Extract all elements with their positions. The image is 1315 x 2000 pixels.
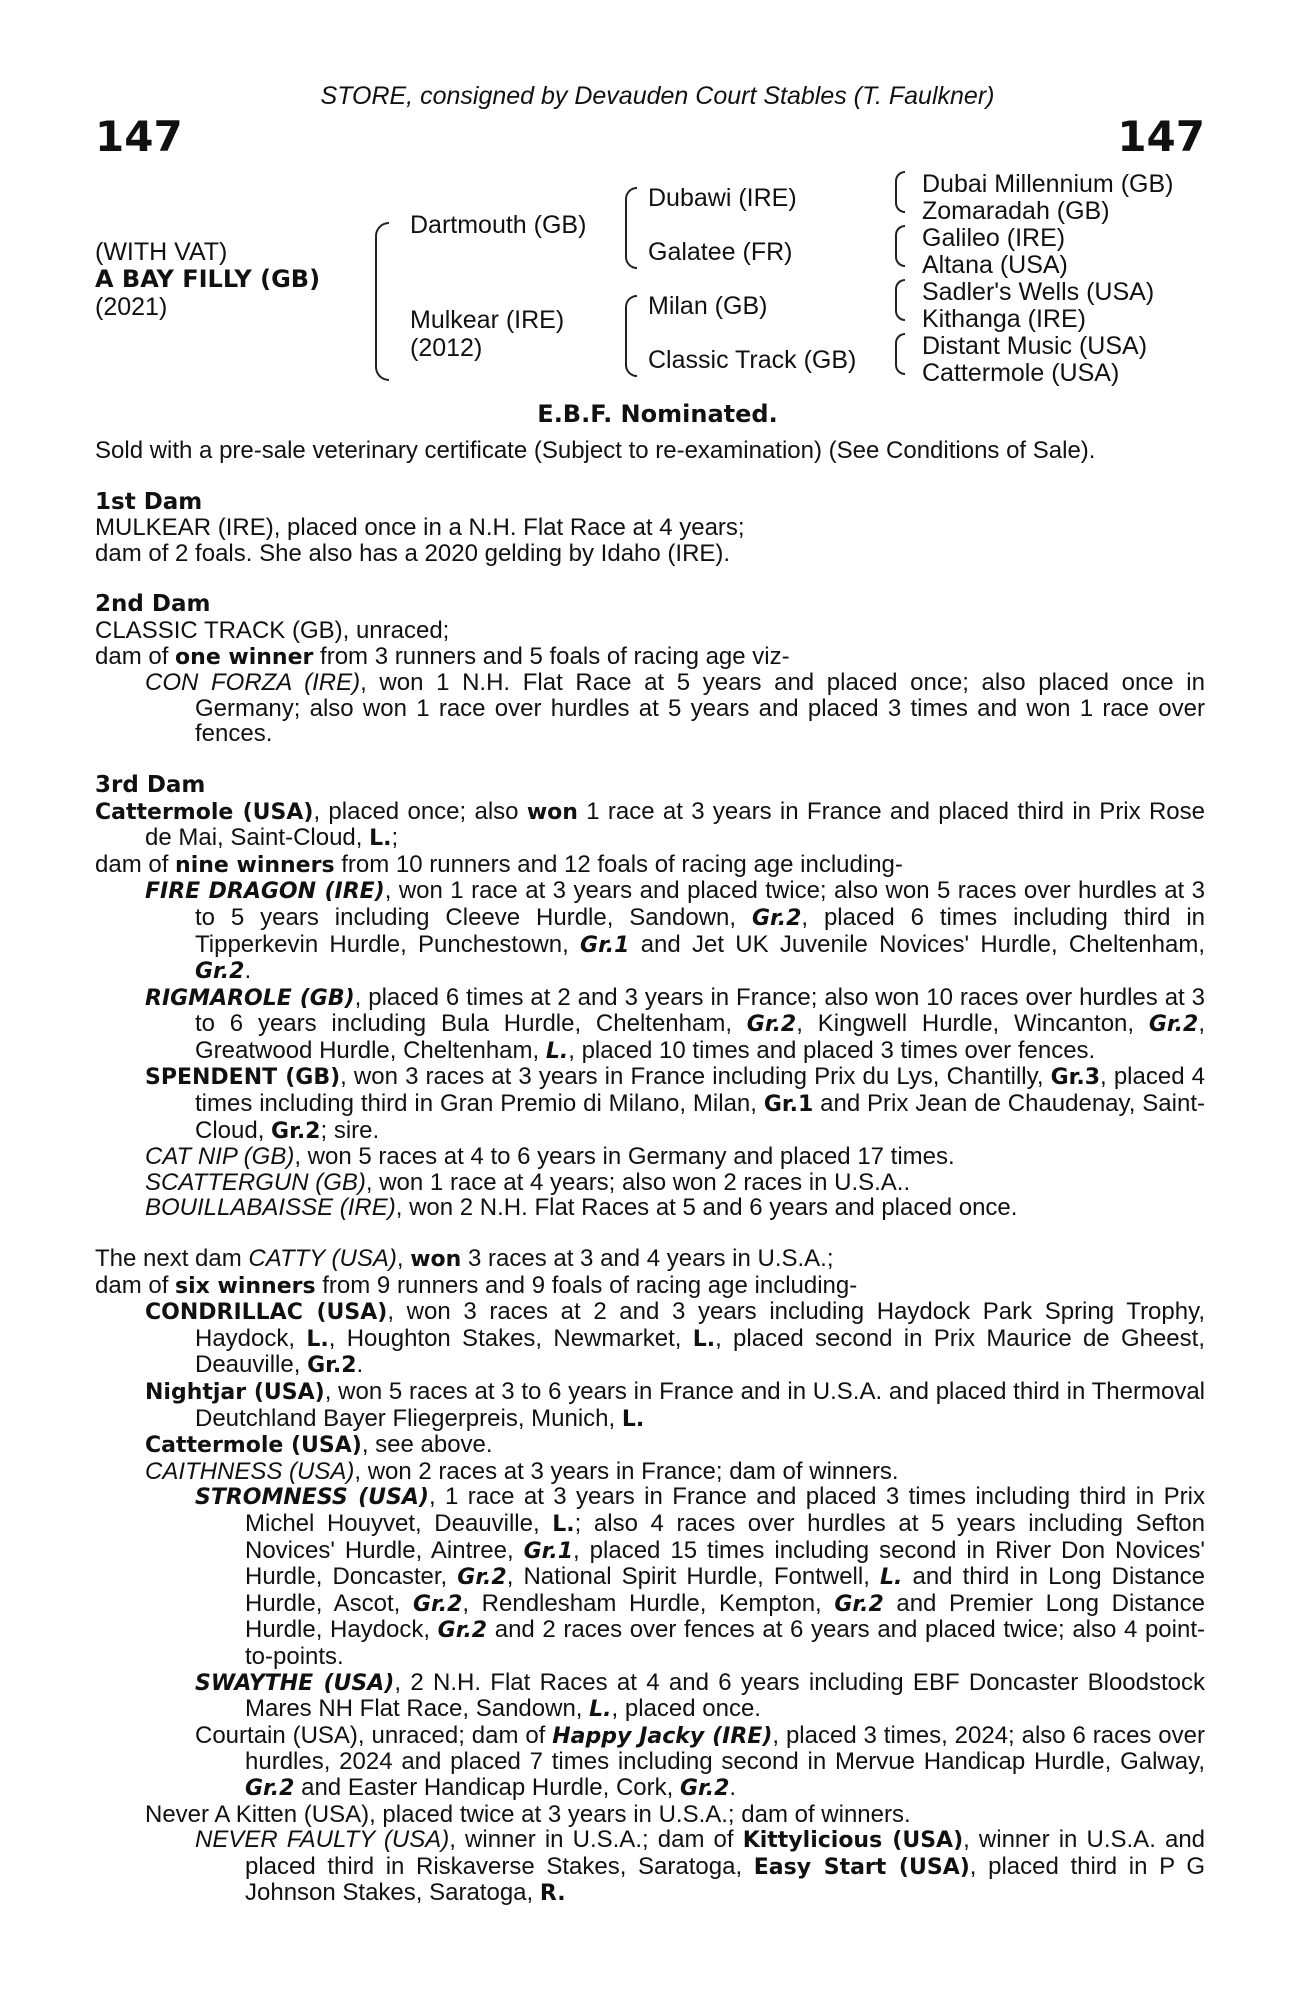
text-run: , placed 10 times and placed 3 times over fences. bbox=[568, 1036, 1096, 1064]
listed-badge: L. bbox=[545, 1038, 569, 1064]
listed-badge: L. bbox=[369, 826, 392, 852]
pedigree-brace-sire bbox=[625, 187, 637, 269]
pedigree-g3-6: Kithanga (IRE) bbox=[922, 305, 1086, 333]
text-run: , Greatwood Hurdle, Cheltenham, bbox=[195, 1010, 1205, 1064]
produce-entry bbox=[145, 1379, 1205, 1432]
produce-entry bbox=[145, 1459, 1205, 1485]
grade-badge: Gr.2 bbox=[457, 1565, 507, 1591]
pedigree-brace-g1 bbox=[895, 171, 905, 213]
text-run: , Kingwell Hurdle, Wincanton, bbox=[796, 1010, 1149, 1038]
grade-badge: Gr.2 bbox=[834, 1591, 884, 1617]
listed-badge: L. bbox=[621, 1406, 645, 1432]
produce-name: CAT NIP (GB) bbox=[145, 1143, 295, 1171]
third-dam-heading-text: 3rd Dam bbox=[95, 771, 206, 798]
text-run: , placed 3 times, 2024; also 6 races over hurdles, 2024 and placed 7 times including second in Mervue Handicap Hurdle, Galway, bbox=[245, 1721, 1205, 1776]
text-run: , won 1 N.H. Flat Race at 5 years and placed once; also placed once in Germany; also won 1 race over hurdles at 5 years and placed 3 times and won 1 race over fences. bbox=[195, 669, 1205, 748]
pedigree-brace-main bbox=[375, 222, 389, 381]
text-run: , won 2 races at 3 years in France; dam of winners. bbox=[354, 1457, 899, 1485]
pedigree-dam-year: (2012) bbox=[410, 334, 483, 362]
pedigree-brace-g3 bbox=[895, 279, 905, 321]
produce-name: CON FORZA (IRE) bbox=[145, 669, 361, 697]
text-run: , placed 6 times including third in Tipperkevin Hurdle, Punchestown, bbox=[195, 903, 1206, 958]
lot-number-left: 147 bbox=[95, 112, 183, 161]
vat-note: (WITH VAT) bbox=[95, 238, 228, 266]
text-run: , placed once; also bbox=[313, 797, 527, 825]
pedigree-g3-7: Distant Music (USA) bbox=[922, 332, 1148, 360]
pedigree-sire-sire: Dubawi (IRE) bbox=[648, 184, 797, 212]
grade-badge: Gr.2 bbox=[751, 905, 802, 931]
text-run: , 1 race at 3 years in France and placed 3 times including third in Prix Michel Houyvet, Deauville, bbox=[245, 1483, 1205, 1537]
ebf-nominated: E.B.F. Nominated. bbox=[537, 400, 778, 428]
text-run: , placed third in P G Johnson Stakes, Saratoga, bbox=[245, 1852, 1206, 1907]
grade-badge: Gr.2 bbox=[437, 1618, 488, 1644]
produce-entry bbox=[145, 1064, 1205, 1144]
consignor-line: STORE, consigned by Devauden Court Stables (T. Faulkner) bbox=[320, 82, 995, 110]
grade-badge: Gr.2 bbox=[245, 1775, 295, 1801]
listed-badge: L. bbox=[692, 1326, 716, 1352]
listed-badge: L. bbox=[552, 1511, 575, 1537]
restricted-badge: R. bbox=[539, 1881, 566, 1907]
text-run: ; bbox=[391, 824, 399, 852]
text-run: ; also 4 races over hurdles at 5 years including Sefton Novices' Hurdle, Aintree, bbox=[245, 1509, 1206, 1564]
winners-count: nine winners bbox=[175, 852, 335, 878]
winners-count: one winner bbox=[175, 644, 314, 670]
listed-badge: L. bbox=[306, 1326, 329, 1352]
text-run: , won 1 race at 4 years; also won 2 races in U.S.A.. bbox=[365, 1168, 911, 1196]
pedigree-dam-sire: Milan (GB) bbox=[648, 292, 768, 320]
text-run: Courtain (USA), unraced; dam of bbox=[195, 1721, 553, 1749]
text-run: . bbox=[729, 1773, 737, 1801]
text-run: , winner in U.S.A.; dam of bbox=[449, 1826, 743, 1854]
text-run: and Prix Jean de Chaudenay, Saint-Cloud, bbox=[195, 1090, 1205, 1144]
produce-name: FIRE DRAGON (IRE) bbox=[145, 879, 385, 905]
produce-entry bbox=[145, 1170, 1205, 1196]
produce-entry bbox=[195, 1670, 1205, 1723]
produce-entry bbox=[195, 1827, 1205, 1907]
winners-count: six winners bbox=[175, 1273, 316, 1299]
pedigree-g3-4: Altana (USA) bbox=[922, 251, 1068, 279]
pedigree-brace-dam bbox=[625, 295, 637, 377]
produce-entry bbox=[145, 985, 1205, 1065]
text-run: , Houghton Stakes, Newmarket, bbox=[328, 1324, 693, 1352]
first-dam-line-2: dam of 2 foals. She also has a 2020 gelding by Idaho (IRE). bbox=[95, 539, 731, 567]
text-run: dam of bbox=[95, 1271, 176, 1299]
produce-name: Nightjar (USA) bbox=[145, 1380, 325, 1405]
text-run: , placed 4 times including third in Gran Premio di Milano, Milan, bbox=[195, 1063, 1205, 1118]
grade-badge: Gr.2 bbox=[271, 1118, 321, 1144]
produce-name: STROMNESS (USA) bbox=[195, 1485, 429, 1511]
text-run: 3 races at 3 and 4 years in U.S.A.; bbox=[461, 1245, 834, 1273]
text-run: , Rendlesham Hurdle, Kempton, bbox=[462, 1589, 835, 1617]
listed-badge: L. bbox=[589, 1697, 612, 1723]
text-run: 1 race at 3 years in France and placed third in Prix Rose de Mai, Saint-Cloud, bbox=[145, 797, 1205, 852]
grade-badge: Gr.2 bbox=[195, 959, 245, 985]
produce-entry bbox=[145, 1299, 1205, 1379]
pedigree-brace-g4 bbox=[895, 333, 905, 375]
text-run: , bbox=[396, 1245, 411, 1273]
second-dam-heading-text: 2nd Dam bbox=[95, 591, 211, 618]
text-run: , placed once. bbox=[611, 1695, 761, 1723]
next-dam-line-2 bbox=[95, 1273, 1205, 1300]
text-run: and Premier Long Distance Hurdle, Haydock, bbox=[245, 1589, 1205, 1644]
text-run: dam of bbox=[95, 850, 176, 878]
text-run: , placed second in Prix Maurice de Gheest, Deauville, bbox=[195, 1324, 1205, 1379]
text-run: and Easter Handicap Hurdle, Cork, bbox=[294, 1773, 680, 1801]
produce-name: BOUILLABAISSE (IRE) bbox=[145, 1194, 396, 1222]
dam-name: CATTY (USA) bbox=[248, 1245, 397, 1273]
text-run: , 2 N.H. Flat Races at 4 and 6 years including EBF Doncaster Bloodstock Mares NH Flat Race, Sandown, bbox=[245, 1668, 1205, 1723]
produce-entry bbox=[145, 1432, 1205, 1459]
pedigree-g3-3: Galileo (IRE) bbox=[922, 224, 1066, 252]
text-run: The next dam bbox=[95, 1245, 249, 1273]
third-dam-line-1 bbox=[95, 799, 1205, 852]
text-run: . bbox=[356, 1351, 364, 1379]
text-run: ; sire. bbox=[320, 1116, 380, 1144]
grade-badge: Gr.2 bbox=[412, 1591, 463, 1617]
pedigree-g3-5: Sadler's Wells (USA) bbox=[922, 278, 1155, 306]
pedigree-g3-1: Dubai Millennium (GB) bbox=[922, 170, 1174, 198]
first-dam-heading-text: 1st Dam bbox=[95, 488, 203, 515]
next-dam-line-1 bbox=[95, 1246, 1205, 1273]
pedigree-g3-2: Zomaradah (GB) bbox=[922, 197, 1110, 225]
grade-badge: Gr.1 bbox=[763, 1092, 814, 1118]
grade-badge: Gr.1 bbox=[523, 1538, 574, 1564]
pedigree-dam: Mulkear (IRE) bbox=[410, 306, 565, 334]
grade-badge: Gr.1 bbox=[580, 932, 630, 958]
produce-entry bbox=[145, 878, 1205, 984]
third-dam-line-2 bbox=[95, 852, 1205, 879]
produce-entry bbox=[145, 1144, 1205, 1170]
text-run: , winner in U.S.A. and placed third in Riskaverse Stakes, Saratoga, bbox=[245, 1826, 1206, 1880]
grade-badge: Gr.2 bbox=[679, 1775, 730, 1801]
text-run: , won 5 races at 3 to 6 years in France and in U.S.A. and placed third in Thermoval Deutchland Bayer Fliegerpreis, Munich, bbox=[195, 1378, 1206, 1432]
produce-name: CONDRILLAC (USA) bbox=[145, 1300, 388, 1326]
text-run: , placed 6 times at 2 and 3 years in France; also won 10 races over hurdles at 3 to 6 years including Bula Hurdle, Cheltenham, bbox=[195, 983, 1205, 1038]
text-run: and Jet UK Juvenile Novices' Hurdle, Cheltenham, bbox=[629, 930, 1206, 958]
produce-entry bbox=[145, 1195, 1205, 1221]
grade-badge: Gr.3 bbox=[1050, 1065, 1101, 1091]
produce-name: SCATTERGUN (GB) bbox=[145, 1168, 366, 1196]
second-dam-heading bbox=[95, 591, 1205, 618]
produce-entry bbox=[145, 670, 1205, 747]
catalogue-body bbox=[95, 438, 1205, 1907]
grade-badge: Gr.2 bbox=[307, 1353, 357, 1379]
text-run: , won 5 races at 4 to 6 years in Germany and placed 17 times. bbox=[294, 1143, 955, 1171]
second-dam-line-2 bbox=[95, 644, 1205, 671]
produce-name: SWAYTHE (USA) bbox=[195, 1670, 395, 1696]
won-text: won bbox=[526, 799, 578, 825]
lot-number-right: 147 bbox=[1117, 112, 1205, 161]
first-dam-line-1: MULKEAR (IRE), placed once in a N.H. Flat Race at 4 years; bbox=[95, 514, 745, 542]
second-dam-line-1: CLASSIC TRACK (GB), unraced; bbox=[95, 616, 450, 644]
first-dam-heading bbox=[95, 489, 1205, 516]
produce-name: Happy Jacky (IRE) bbox=[552, 1723, 773, 1749]
text-run: , National Spirit Hurdle, Fontwell, bbox=[506, 1563, 880, 1591]
produce-entry: Never A Kitten (USA), placed twice at 3 years in U.S.A.; dam of winners. bbox=[145, 1800, 911, 1828]
produce-name: Cattermole (USA) bbox=[145, 1433, 362, 1459]
produce-name: Kittylicious (USA) bbox=[742, 1828, 964, 1854]
produce-name: RIGMAROLE (GB) bbox=[145, 985, 355, 1011]
text-run: . bbox=[244, 957, 252, 985]
produce-name: CAITHNESS (USA) bbox=[145, 1457, 355, 1485]
third-dam-heading bbox=[95, 772, 1205, 799]
text-run: from 3 runners and 5 foals of racing age viz- bbox=[313, 642, 790, 670]
text-run: , won 1 race at 3 years and placed twice; also won 5 races over hurdles at 3 to 5 years including Cleeve Hurdle, Sandown, bbox=[195, 877, 1205, 931]
pedigree-dam-dam: Classic Track (GB) bbox=[648, 346, 857, 374]
text-run: , won 3 races at 2 and 3 years including Haydock Park Spring Trophy, Haydock, bbox=[195, 1298, 1205, 1352]
horse-name bbox=[95, 265, 320, 293]
won-text: won bbox=[410, 1247, 462, 1273]
text-run: , won 2 N.H. Flat Races at 5 and 6 years and placed once. bbox=[395, 1194, 1018, 1222]
produce-name: Easy Start (USA) bbox=[753, 1854, 970, 1880]
grade-badge: Gr.2 bbox=[1148, 1012, 1199, 1038]
grade-badge: Gr.2 bbox=[746, 1012, 797, 1038]
produce-entry bbox=[195, 1484, 1205, 1669]
foaling-year: (2021) bbox=[95, 293, 168, 321]
text-run: from 10 runners and 12 foals of racing age including- bbox=[334, 850, 903, 878]
text-run: from 9 runners and 9 foals of racing age including- bbox=[315, 1271, 858, 1299]
pedigree-sire-dam: Galatee (FR) bbox=[648, 238, 793, 266]
produce-entry bbox=[195, 1723, 1205, 1802]
text-run: , won 3 races at 3 years in France including Prix du Lys, Chantilly, bbox=[340, 1063, 1051, 1091]
text-run: and 2 races over fences at 6 years and placed twice; also 4 point-to-points. bbox=[245, 1616, 1205, 1670]
pedigree-brace-g2 bbox=[895, 225, 905, 267]
text-run: and third in Long Distance Hurdle, Ascot, bbox=[245, 1563, 1205, 1617]
produce-name: SPENDENT (GB) bbox=[145, 1065, 341, 1091]
pedigree-sire: Dartmouth (GB) bbox=[410, 211, 587, 239]
horse-name-text: A BAY FILLY (GB) bbox=[95, 265, 321, 293]
produce-name: NEVER FAULTY (USA) bbox=[195, 1826, 450, 1854]
dam-name: Cattermole (USA) bbox=[95, 799, 314, 825]
vet-certificate-note: Sold with a pre-sale veterinary certificate (Subject to re-examination) (See Conditions of Sale). bbox=[95, 437, 1096, 464]
text-run: , see above. bbox=[361, 1431, 493, 1459]
listed-badge: L. bbox=[879, 1565, 903, 1591]
pedigree-g3-8: Cattermole (USA) bbox=[922, 359, 1120, 387]
text-run: , placed 15 times including second in River Don Novices' Hurdle, Doncaster, bbox=[245, 1536, 1205, 1591]
text-run: dam of bbox=[95, 642, 176, 670]
